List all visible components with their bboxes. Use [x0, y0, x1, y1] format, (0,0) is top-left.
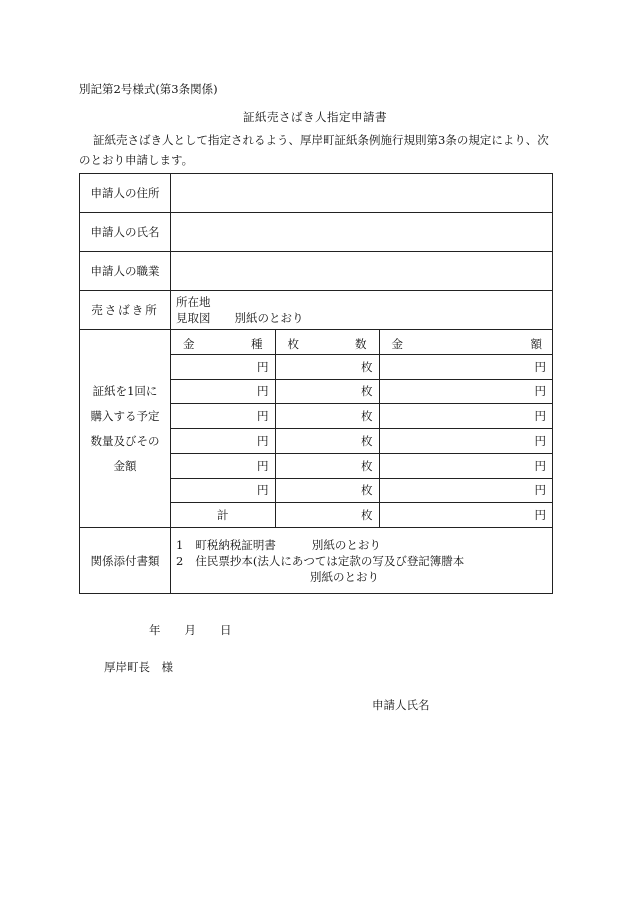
- header-count-a: 枚: [287, 337, 299, 351]
- applicant-name-label: 申請人氏名: [372, 698, 430, 712]
- sales-map-note: 別紙のとおり: [234, 311, 304, 325]
- date-day: 日: [220, 623, 232, 637]
- name-label: 申請人の氏名: [80, 213, 171, 252]
- date-month: 月: [184, 623, 196, 637]
- attachment-2-text: 住民票抄本(法人にあつては定款の写及び登記簿謄本: [195, 553, 465, 568]
- address-label: 申請人の住所: [80, 174, 171, 213]
- header-count-b: 数: [355, 337, 367, 351]
- header-amount-a: 金: [391, 337, 403, 351]
- sales-location-label: 所在地: [176, 295, 211, 309]
- header-kind-b: 種: [251, 337, 263, 351]
- header-count: [275, 330, 379, 354]
- row-3-denomination[interactable]: 円: [171, 404, 275, 429]
- total-sheets[interactable]: 枚: [275, 503, 379, 527]
- amounts-total-row: [171, 503, 552, 527]
- row-2-sheets[interactable]: 枚: [275, 379, 379, 404]
- header-amount-b: 額: [530, 337, 542, 351]
- header-kind-a: 金: [183, 337, 195, 351]
- header-kind: [171, 330, 275, 354]
- sales-place-label: 売さばき所: [80, 291, 171, 330]
- amounts-cell: [171, 330, 553, 528]
- attachment-2-number: 2: [176, 553, 184, 568]
- quantity-label: [80, 330, 171, 528]
- row-1-sheets[interactable]: 枚: [275, 354, 379, 379]
- row-4-amount[interactable]: 円: [379, 429, 552, 454]
- row-4-denomination[interactable]: 円: [171, 429, 275, 454]
- header-amount: [379, 330, 552, 354]
- document-title: 証紙売さばき人指定申請書: [243, 110, 387, 124]
- amounts-table: [171, 330, 552, 527]
- occupation-label: 申請人の職業: [80, 252, 171, 291]
- attachments-row: [80, 528, 553, 594]
- row-5-amount[interactable]: 円: [379, 453, 552, 478]
- attachments-label: 関係添付書類: [80, 528, 171, 594]
- application-form-table: [79, 173, 553, 594]
- address-field[interactable]: [171, 174, 553, 213]
- quantity-label-line-2: 購入する予定: [90, 408, 160, 423]
- amounts-row-4: [171, 429, 552, 454]
- date-line: [149, 622, 232, 638]
- attachment-item-2: [176, 553, 552, 569]
- amounts-row-5: [171, 453, 552, 478]
- total-label: 計: [217, 508, 229, 523]
- attachment-1-note: 別紙のとおり: [311, 537, 381, 552]
- amounts-row-1: [171, 354, 552, 379]
- sales-place-row: [80, 291, 553, 330]
- row-2-amount[interactable]: 円: [379, 379, 552, 404]
- sales-place-field[interactable]: [171, 291, 553, 330]
- attachment-item-1: [176, 537, 552, 553]
- quantity-label-line-3: 数量及びその: [90, 433, 160, 448]
- occupation-field[interactable]: [171, 252, 553, 291]
- total-amount[interactable]: 円: [379, 503, 552, 527]
- addressee: 厚岸町長 様: [104, 660, 173, 674]
- sales-map-line: [176, 310, 552, 326]
- row-1-amount[interactable]: 円: [379, 354, 552, 379]
- name-row: [80, 213, 553, 252]
- attachment-2-note: 別紙のとおり: [310, 569, 379, 584]
- intro-line-2: のとおり申請します。: [79, 153, 194, 167]
- row-6-sheets[interactable]: 枚: [275, 478, 379, 503]
- date-year: 年: [149, 623, 161, 637]
- attachment-1-text: 町税納税証明書: [195, 537, 276, 552]
- amounts-row-2: [171, 379, 552, 404]
- row-4-sheets[interactable]: 枚: [275, 429, 379, 454]
- row-5-sheets[interactable]: 枚: [275, 453, 379, 478]
- name-field[interactable]: [171, 213, 553, 252]
- form-reference: 別記第2号様式(第3条関係): [79, 82, 218, 96]
- occupation-row: [80, 252, 553, 291]
- sales-map-label: 見取図: [176, 311, 211, 325]
- attachment-1-number: 1: [176, 537, 184, 552]
- row-2-denomination[interactable]: 円: [171, 379, 275, 404]
- row-3-sheets[interactable]: 枚: [275, 404, 379, 429]
- quantity-row: [80, 330, 553, 528]
- address-row: [80, 174, 553, 213]
- amounts-row-6: [171, 478, 552, 503]
- row-5-denomination[interactable]: 円: [171, 453, 275, 478]
- intro-line-1: 証紙売さばき人として指定されるよう、厚岸町証紙条例施行規則第3条の規定により、次: [93, 133, 549, 147]
- attachments-field: [171, 528, 553, 594]
- row-3-amount[interactable]: 円: [379, 404, 552, 429]
- amounts-header-row: [171, 330, 552, 354]
- quantity-label-line-4: 金額: [113, 458, 137, 473]
- amounts-row-3: [171, 404, 552, 429]
- quantity-label-line-1: 証紙を1回に: [92, 383, 158, 398]
- row-6-amount[interactable]: 円: [379, 478, 552, 503]
- row-1-denomination[interactable]: 円: [171, 354, 275, 379]
- row-6-denomination[interactable]: 円: [171, 478, 275, 503]
